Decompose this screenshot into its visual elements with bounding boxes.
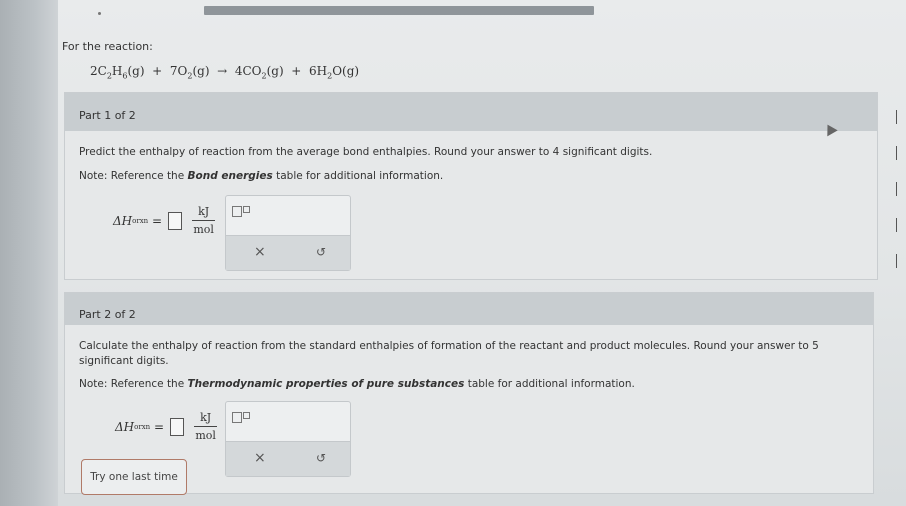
eq-arrow: → <box>217 64 228 78</box>
eq-plus: + <box>152 64 163 78</box>
eq-subscript: 2 <box>187 71 193 81</box>
eq-state: (g) <box>127 64 145 78</box>
try-again-button[interactable]: Try one last time <box>81 459 187 495</box>
eq-subscript: 6 <box>122 71 128 81</box>
undo-button[interactable]: ↺ <box>316 451 327 465</box>
delta-h-symbol: ΔH <box>113 213 133 228</box>
note-suffix: table for additional information. <box>464 378 635 390</box>
part-1-title: Part 1 of 2 <box>79 109 136 122</box>
delta-h-symbol: ΔH <box>115 419 135 434</box>
part-2-header <box>65 293 873 325</box>
part-1-note <box>79 169 443 184</box>
part-2-instruction: Calculate the enthalpy of reaction from the standard enthalpies of formation of the reactant and product molecules. Round your answer to 5 significant digits. <box>79 340 819 367</box>
eq-term: 6H <box>308 64 328 78</box>
eq-state: (g) <box>266 64 284 78</box>
eq-plus: + <box>291 64 302 78</box>
problem-page <box>58 0 906 506</box>
eq-subscript: 2 <box>106 71 112 81</box>
part-2-panel <box>64 292 874 494</box>
rxn-sub: rxn <box>138 422 151 431</box>
rxn-sub: rxn <box>136 216 149 225</box>
standard-sup: o <box>132 216 137 225</box>
part-2-answer-input[interactable] <box>170 418 184 436</box>
note-prefix: Note: Reference the <box>79 378 188 390</box>
part-1-answer-row <box>113 205 215 236</box>
note-suffix: table for additional information. <box>272 170 444 182</box>
part-2-title: Part 2 of 2 <box>79 308 136 321</box>
reaction-equation <box>90 64 359 80</box>
part-2-answer-row <box>115 411 217 442</box>
equals-sign: = <box>154 419 165 434</box>
eq-term: H <box>111 64 123 78</box>
equals-sign: = <box>152 213 163 228</box>
undo-button[interactable]: ↺ <box>316 245 327 259</box>
standard-sup: o <box>134 422 139 431</box>
part-1-tool-panel <box>225 195 351 271</box>
part-2-tool-panel <box>225 401 351 477</box>
clear-button[interactable]: × <box>254 450 266 466</box>
unit-numerator: kJ <box>194 411 217 427</box>
part-2-note <box>79 377 635 392</box>
eq-term: O <box>332 64 343 78</box>
clear-button[interactable]: × <box>254 244 266 260</box>
scientific-notation-icon[interactable] <box>232 206 250 220</box>
reaction-intro: For the reaction: <box>62 40 153 53</box>
scientific-notation-icon[interactable] <box>232 412 250 426</box>
decorative-dot <box>98 12 101 15</box>
eq-state: (g) <box>192 64 210 78</box>
part-1-answer-input[interactable] <box>168 212 182 230</box>
eq-subscript: 2 <box>261 71 267 81</box>
unit-denominator: mol <box>193 223 214 236</box>
unit-fraction <box>192 205 215 236</box>
eq-term: 7O <box>169 64 188 78</box>
eq-state: (g) <box>342 64 360 78</box>
bond-energies-link[interactable]: Bond energies <box>187 170 273 182</box>
part-1-header <box>65 93 877 131</box>
top-banner <box>204 6 594 15</box>
eq-term: 2C <box>90 64 107 78</box>
part-1-panel <box>64 92 878 280</box>
part-2-tool-row <box>226 441 350 476</box>
eq-term: 4CO <box>234 64 262 78</box>
part-1-instruction: Predict the enthalpy of reaction from the average bond enthalpies. Round your answer to 4 significant digits. <box>79 146 653 158</box>
left-margin <box>0 0 58 506</box>
part-1-tool-row <box>226 235 350 270</box>
note-prefix: Note: Reference the <box>79 170 188 182</box>
unit-denominator: mol <box>195 429 216 442</box>
eq-subscript: 2 <box>327 71 333 81</box>
unit-fraction <box>194 411 217 442</box>
unit-numerator: kJ <box>192 205 215 221</box>
thermo-properties-link[interactable]: Thermodynamic properties of pure substances <box>187 378 465 390</box>
right-edge-brackets <box>890 110 906 270</box>
